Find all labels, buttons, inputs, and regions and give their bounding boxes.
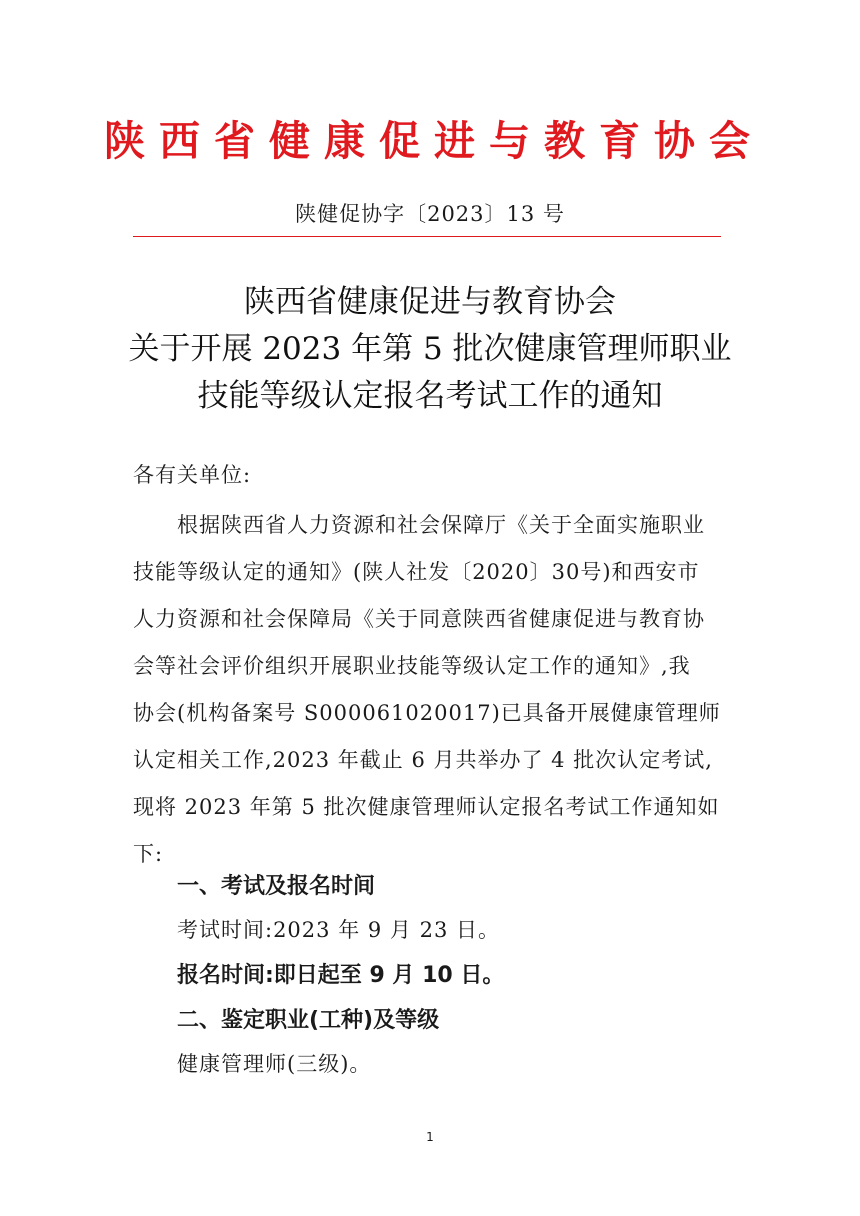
paragraph-line: 技能等级认定的通知》(陕人社发〔2020〕30号)和西安市: [133, 560, 700, 584]
registration-time: 报名时间:即日起至 9 月 10 日。: [177, 963, 505, 988]
section-1-heading: 一、考试及报名时间: [177, 874, 376, 899]
paragraph-line: 协会(机构备案号 S000061020017)已具备开展健康管理师: [133, 701, 721, 725]
occupation-level: 健康管理师(三级)。: [177, 1052, 372, 1076]
document-number: 陕健促协字〔2023〕13 号: [295, 202, 565, 226]
organization-header: 陕西省健康促进与教育协会: [104, 117, 764, 165]
title-line-3: 技能等级认定报名考试工作的通知: [197, 378, 663, 414]
paragraph-line: 认定相关工作,2023 年截止 6 月共举办了 4 批次认定考试,: [133, 748, 713, 772]
paragraph-line: 现将 2023 年第 5 批次健康管理师认定报名考试工作通知如: [133, 795, 720, 819]
paragraph-line: 会等社会评价组织开展职业技能等级认定工作的通知》,我: [133, 654, 691, 678]
title-line-1: 陕西省健康促进与教育协会: [244, 284, 616, 320]
exam-time: 考试时间:2023 年 9 月 23 日。: [177, 918, 500, 942]
paragraph-line: 下:: [133, 842, 164, 866]
section-2-heading: 二、鉴定职业(工种)及等级: [177, 1008, 440, 1033]
salutation: 各有关单位:: [133, 463, 252, 487]
paragraph-line: 根据陕西省人力资源和社会保障厅《关于全面实施职业: [177, 513, 705, 537]
paragraph-line: 人力资源和社会保障局《关于同意陕西省健康促进与教育协: [133, 607, 705, 631]
page-number: 1: [426, 1130, 434, 1144]
title-line-2: 关于开展 2023 年第 5 批次健康管理师职业: [128, 331, 732, 367]
red-divider-line: [133, 236, 721, 237]
